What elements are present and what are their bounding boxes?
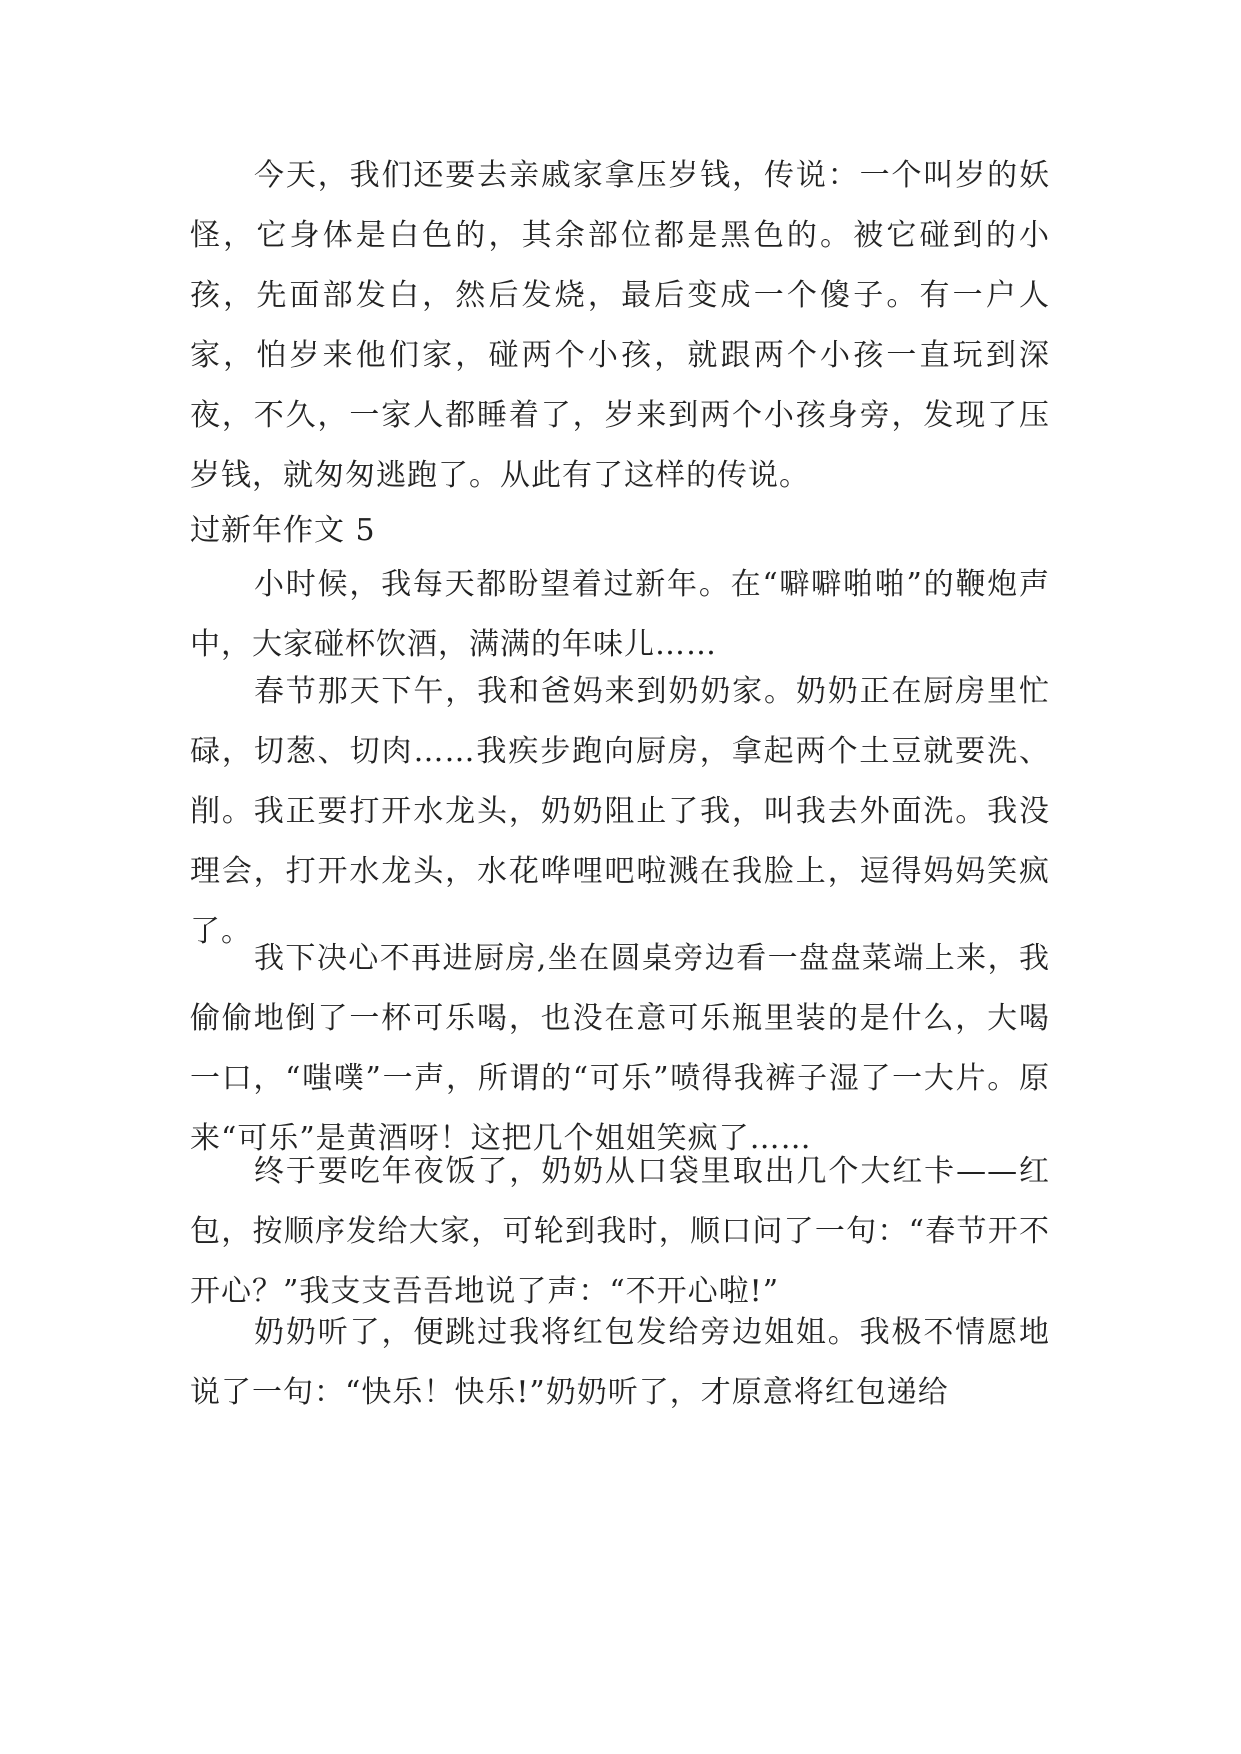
paragraph-1: 小时候，我每天都盼望着过新年。在“噼噼啪啪”的鞭炮声中，大家碰杯饮酒，满满的年味儿…… (190, 567, 1050, 662)
section-title: 过新年作文 5 (190, 513, 376, 548)
paragraph-4: 终于要吃年夜饭了，奶奶从口袋里取出几个大红卡——红包，按顺序发给大家，可轮到我时，顺口问了一句：“春节开不开心？”我支支吾吾地说了声：“不开心啦!” (190, 1154, 1050, 1309)
paragraph-2: 春节那天下午，我和爸妈来到奶奶家。奶奶正在厨房里忙碌，切葱、切肉……我疾步跑向厨房，拿起两个土豆就要洗、削。我正要打开水龙头，奶奶阻止了我，叫我去外面洗。我没理会，打开水龙头，水花哗哩吧啦溅在我脸上，逗得妈妈笑疯了。 (190, 674, 1050, 949)
paragraph-5: 奶奶听了，便跳过我将红包发给旁边姐姐。我极不情愿地说了一句：“快乐！快乐!”奶奶听了，才原意将红包递给 (190, 1315, 1050, 1410)
intro-paragraph: 今天，我们还要去亲戚家拿压岁钱，传说：一个叫岁的妖怪，它身体是白色的，其余部位都是黑色的。被它碰到的小孩，先面部发白，然后发烧，最后变成一个傻子。有一户人家，怕岁来他们家，碰两个小孩，就跟两个小孩一直玩到深夜，不久，一家人都睡着了，岁来到两个小孩身旁，发现了压岁钱，就匆匆逃跑了。从此有了这样的传说。 (190, 158, 1050, 493)
paragraph-3: 我下决心不再进厨房,坐在圆桌旁边看一盘盘菜端上来，我偷偷地倒了一杯可乐喝，也没在意可乐瓶里装的是什么，大喝一口，“嗤噗”一声，所谓的“可乐”喷得我裤子湿了一大片。原来“可乐”是黄酒呀！这把几个姐姐笑疯了…… (190, 941, 1050, 1156)
